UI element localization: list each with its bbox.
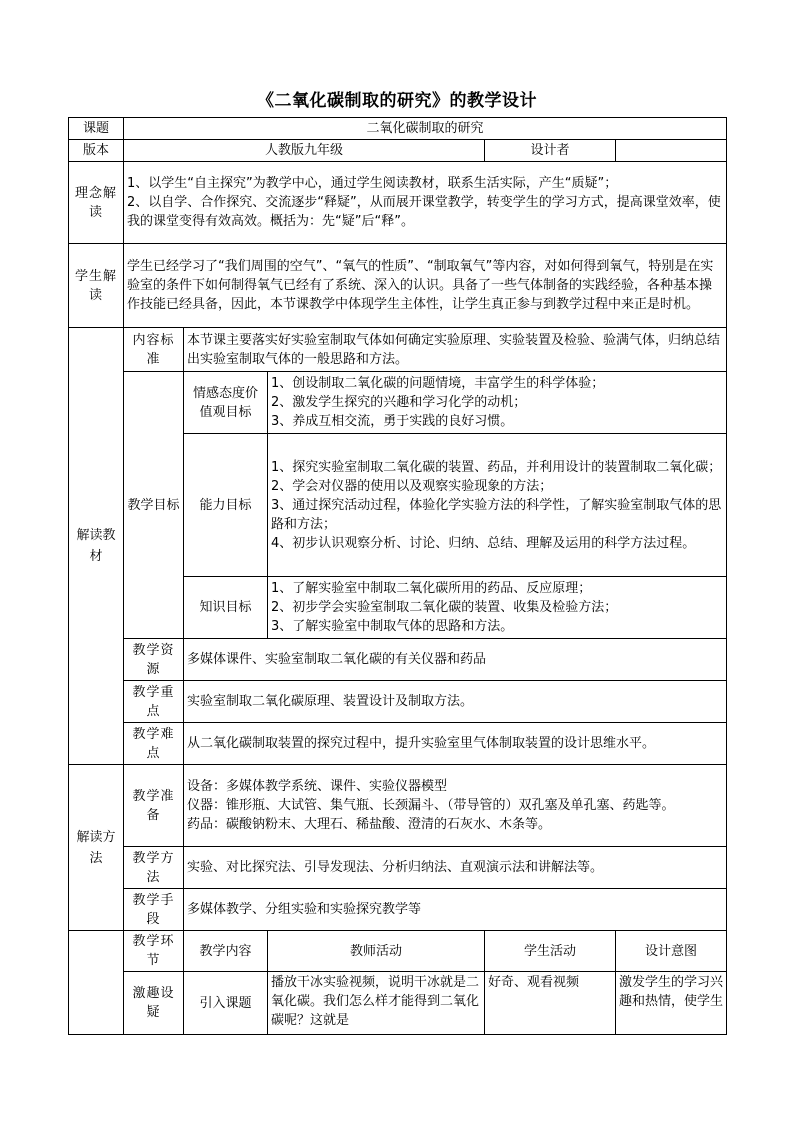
philosophy-line: 2、以自学、合作探究、交流逐步“释疑”，从而展开课堂教学，转变学生的学习方式，提高课堂效率，使我的课堂变得有效高效。概括为：先“疑”后“释”。 (127, 195, 721, 229)
table-row (69, 931, 727, 972)
designer-label: 设计者 (485, 140, 616, 162)
philosophy-label: 理念解读 (69, 162, 124, 244)
prep-line: 仪器：锥形瓶、大试管、集气瓶、长颈漏斗、（带导管的）双孔塞及单孔塞、药匙等。 (187, 798, 675, 813)
goal-line: 2、学会对仪器的使用以及观察实验现象的方法； (271, 478, 553, 494)
table-row (69, 162, 727, 244)
goal-line: 2、初步学会实验室制取二氧化碳的装置、收集及检验方法； (271, 600, 618, 615)
prep-line: 设备：多媒体教学系统、课件、实验仪器模型 (187, 779, 448, 794)
prep-text (184, 765, 727, 847)
resources-label: 教学资源 (124, 639, 184, 681)
topic-label: 课题 (69, 118, 124, 140)
key-points-label: 教学重点 (124, 681, 184, 723)
student-activity: 好奇、观看视频 (485, 972, 616, 1035)
emotion-goal-text (268, 372, 727, 434)
edition-label: 版本 (69, 140, 124, 162)
table-row (69, 765, 727, 847)
goal-line: 4、初步认识观察分析、讨论、归纳、总结、理解及运用的科学方法过程。 (271, 535, 696, 551)
table-row (69, 972, 727, 1035)
means-label: 教学手段 (124, 889, 184, 931)
table-row (69, 328, 727, 372)
standard-label: 内容标准 (124, 328, 184, 372)
textbook-label: 解读教材 (69, 328, 124, 765)
ability-goal-text (268, 434, 727, 577)
lesson-plan-table (68, 117, 727, 1035)
goal-line: 3、了解实验室中制取气体的思路和方法。 (271, 619, 514, 634)
process-stage: 激趣设疑 (124, 972, 184, 1035)
table-row (69, 847, 727, 889)
page-title: 《二氧化碳制取的研究》的教学设计 (257, 91, 537, 111)
knowledge-goal-text (268, 577, 727, 639)
teacher-activity: 播放干冰实验视频，说明干冰就是二氧化碳。我们怎么样才能得到二氧化碳呢？这就是 (268, 972, 485, 1035)
edition-value: 人教版九年级 (124, 140, 485, 162)
designer-value (616, 140, 727, 162)
process-header: 学生活动 (485, 931, 616, 972)
goal-line: 2、激发学生探究的兴趣和学习化学的动机； (271, 395, 527, 410)
resources-text: 多媒体课件、实验室制取二氧化碳的有关仪器和药品 (184, 639, 727, 681)
students-label: 学生解读 (69, 244, 124, 328)
goal-line: 3、养成互相交流，勇于实践的良好习惯。 (271, 414, 514, 429)
goal-line: 1、探究实验室制取二氧化碳的装置、药品，并利用设计的装置制取二氧化碳； (271, 459, 722, 475)
table-row (69, 639, 727, 681)
goal-line: 1、创设制取二氧化碳的问题情境，丰富学生的科学体验； (271, 376, 605, 391)
emotion-goal-label: 情感态度价值观目标 (184, 372, 268, 434)
approach-text: 实验、对比探究法、引导发现法、分析归纳法、直观演示法和讲解法等。 (184, 847, 727, 889)
prep-label: 教学准备 (124, 765, 184, 847)
table-row (69, 140, 727, 162)
design-intent: 激发学生的学习兴趣和热情，使学生 (616, 972, 727, 1035)
philosophy-line: 1、以学生“自主探究”为教学中心，通过学生阅读教材，联系生活实际，产生“质疑”； (127, 176, 618, 191)
topic-value: 二氧化碳制取的研究 (124, 118, 727, 140)
table-row (69, 723, 727, 765)
means-text: 多媒体教学、分组实验和实验探究教学等 (184, 889, 727, 931)
process-header: 教学内容 (184, 931, 268, 972)
goals-label: 教学目标 (124, 372, 184, 639)
students-text: 学生已经学习了“我们周围的空气”、“氧气的性质”、“制取氧气”等内容，对如何得到氧气，特别是在实验室的条件下如何制得氧气已经有了系统、深入的认识。具备了一些气体制备的实践经验，各种基本操作技能已经具备，因此，本节课教学中体现学生主体性，让学生真正参与到教学过程中来正是时机。 (124, 244, 727, 328)
table-row (69, 889, 727, 931)
prep-line: 药品：碳酸钠粉末、大理石、稀盐酸、澄清的石灰水、木条等。 (187, 817, 552, 832)
standard-text: 本节课主要落实好实验室制取气体如何确定实验原理、实验装置及检验、验满气体，归纳总结出实验室制取气体的一般思路和方法。 (184, 328, 727, 372)
difficulty-label: 教学难点 (124, 723, 184, 765)
method-label: 解读方法 (69, 765, 124, 931)
process-content: 引入课题 (184, 972, 268, 1035)
goal-line: 3、通过探究活动过程，体验化学实验方法的科学性，了解实验室制取气体的思路和方法； (271, 497, 722, 532)
table-row (69, 681, 727, 723)
key-points-text: 实验室制取二氧化碳原理、装置设计及制取方法。 (184, 681, 727, 723)
approach-label: 教学方法 (124, 847, 184, 889)
process-header: 教师活动 (268, 931, 485, 972)
process-header: 设计意图 (616, 931, 727, 972)
table-row (69, 372, 727, 434)
ability-goal-label: 能力目标 (184, 434, 268, 577)
table-row (69, 244, 727, 328)
empty-cell (69, 931, 124, 1035)
knowledge-goal-label: 知识目标 (184, 577, 268, 639)
philosophy-text (124, 162, 727, 244)
table-row (69, 118, 727, 140)
process-header: 教学环节 (124, 931, 184, 972)
goal-line: 1、了解实验室中制取二氧化碳所用的药品、反应原理； (271, 581, 592, 596)
difficulty-text: 从二氧化碳制取装置的探究过程中，提升实验室里气体制取装置的设计思维水平。 (184, 723, 727, 765)
